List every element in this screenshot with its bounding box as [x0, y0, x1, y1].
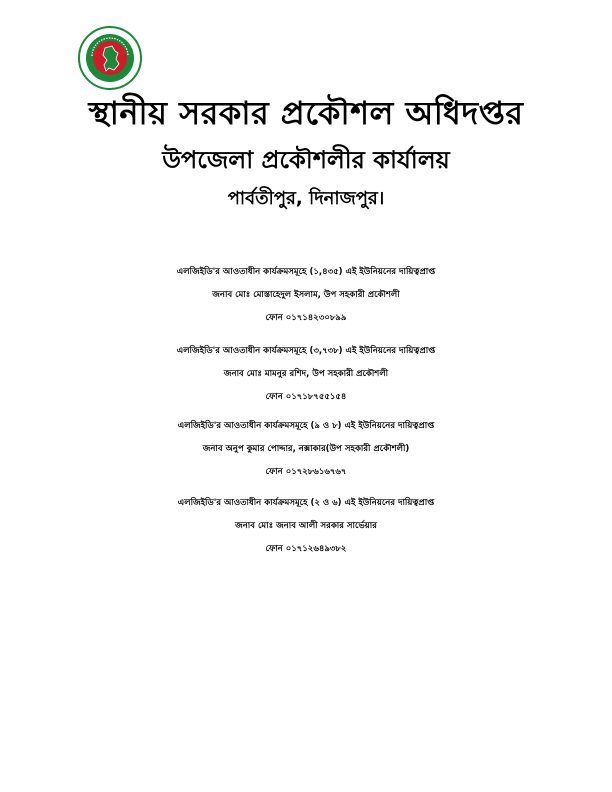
contact-section-3 [0, 420, 612, 479]
government-seal-logo [78, 26, 142, 90]
contact-section-2 [0, 345, 612, 404]
page-title: স্থানীয় সরকার প্রকৌশল অধিদপ্তর [88, 94, 524, 132]
officer-name: জনাব অনুপ কুমার পোদ্দার, নক্সাকার(উপ সহকারী প্রকৌশলী) [202, 444, 410, 454]
office-name: উপজেলা প্রকৌশলীর কার্যালয় [162, 146, 450, 174]
phone-number: ফোন ০১৭১২৬৪৯৩৮২ [265, 544, 347, 554]
union-responsibility-line: এলজিইডি'র আওতাধীন কার্যক্রমসমূহে (৩,৭৩৮) এই ইউনিয়নের দায়িত্বপ্রাপ্ত [176, 346, 436, 356]
officer-name: জনাব মোঃ জনাব আলী সরকার সার্ভেয়ার [235, 521, 377, 531]
union-responsibility-line: এলজিইডি'র আওতাধীন কার্যক্রমসমূহে (৯ ও ৮) এই ইউনিয়নের দায়িত্বপ্রাপ্ত [177, 421, 435, 431]
union-responsibility-line: এলজিইডি'র আওতাধীন কার্যক্রমসমূহে (২ ও ৬) এই ইউনিয়নের দায়িত্বপ্রাপ্ত [177, 498, 435, 508]
union-responsibility-line: এলজিইডি'র আওতাধীন কার্যক্রমসমূহে (১,৪৩৫) এই ইউনিয়নের দায়িত্বপ্রাপ্ত [176, 267, 436, 277]
contact-section-4 [0, 497, 612, 556]
phone-number: ফোন ০১৭২৮৬১৬৭৬৭ [265, 467, 347, 477]
officer-name: জনাব মোঃ মামনুর রশিদ, উপ সহকারী প্রকৌশলী [223, 369, 389, 379]
office-location: পার্বতীপুর, দিনাজপুর। [227, 188, 385, 209]
contact-section-1 [0, 266, 612, 325]
officer-name: জনাব মোঃ মোস্তাহেদুল ইসলাম, উপ সহকারী প্রকৌশলী [212, 290, 400, 300]
phone-number: ফোন ০১৭১৮৭৫৫১৫৪ [265, 392, 347, 402]
phone-number: ফোন ০১৭১৪২৩০৮৯৯ [265, 313, 347, 323]
